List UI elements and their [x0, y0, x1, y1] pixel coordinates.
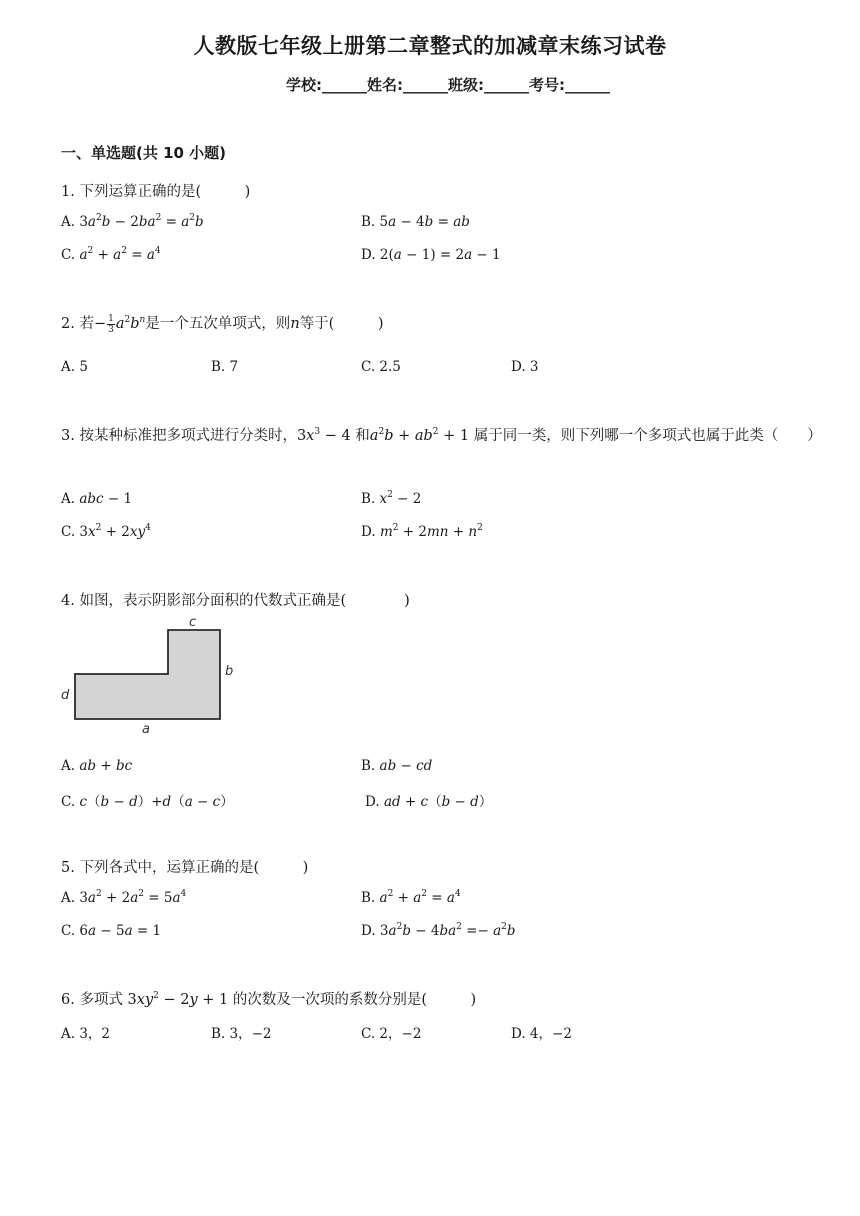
- question-2-option-c: C. 2.5: [361, 359, 401, 375]
- question-5-stem: 5. 下列各式中，运算正确的是( ): [61, 860, 309, 876]
- question-1-stem: 1. 下列运算正确的是( ): [61, 184, 251, 200]
- question-3-option-c: C. $3x^2 + 2xy^4$: [61, 523, 151, 540]
- question-6-option-c: C. 2，−2: [361, 1026, 422, 1042]
- student-info-line: 学校:______姓名:______班级:______考号:______: [286, 76, 610, 94]
- question-1-option-b: B. 5a − 4b = ab: [361, 214, 470, 230]
- question-2-option-d: D. 3: [511, 359, 539, 375]
- question-4-option-b: B. ab − cd: [361, 758, 433, 774]
- label-a: a: [142, 722, 150, 737]
- question-1-option-a: A. $3a^2b - 2ba^2 = a^2b$: [61, 213, 204, 230]
- question-4-option-d: D. ad + c（b − d）: [365, 794, 493, 810]
- label-b: b: [225, 664, 234, 679]
- question-1-option-d: D. 2(a − 1) = 2a − 1: [361, 247, 501, 263]
- fraction-one-third: $\frac{1}{3}$: [108, 313, 114, 335]
- page-title: 人教版七年级上册第二章整式的加减章末练习试卷: [193, 34, 667, 58]
- question-4-stem: 4. 如图，表示阴影部分面积的代数式正确是( ): [61, 593, 410, 609]
- question-5-option-a: A. $3a^2 + 2a^2 = 5a^4$: [61, 889, 187, 906]
- shaded-region: [75, 630, 220, 719]
- question-2-stem: 2. 若− $\frac{1}{3}$ $a^2b^n$是一个五次单项式，则n等于( ): [61, 313, 384, 335]
- label-c: c: [189, 615, 197, 630]
- question-5-option-c: C. 6a − 5a = 1: [61, 923, 162, 939]
- question-6-option-d: D. 4，−2: [511, 1026, 572, 1042]
- question-6-option-b: B. 3，−2: [211, 1026, 272, 1042]
- question-2-option-b: B. 7: [211, 359, 239, 375]
- question-3-option-b: B. $x^2 - 2$: [361, 490, 422, 507]
- question-3-option-a: A. abc − 1: [61, 491, 133, 507]
- shaded-l-shape-diagram: [58, 612, 238, 740]
- section-heading: 一、单选题(共 10 小题): [61, 144, 227, 162]
- question-5-option-d: D. $3a^2b - 4ba^2 =- a^2b$: [361, 922, 516, 939]
- question-4-option-c: C. c（b − d）+d（a − c）: [61, 794, 234, 810]
- label-d: d: [61, 688, 70, 703]
- question-6-option-a: A. 3，2: [61, 1026, 111, 1042]
- question-4-figure: [58, 612, 238, 744]
- question-3-option-d: D. $m^2 + 2mn + n^2$: [361, 523, 483, 540]
- question-4-option-a: A. ab + bc: [61, 758, 133, 774]
- question-6-stem: 6. 多项式 $3xy^2 - 2y + 1$ 的次数及一次项的系数分别是( ): [61, 991, 477, 1008]
- question-1-option-c: C. $a^2 + a^2 = a^4$: [61, 246, 161, 263]
- question-3-stem: 3. 按某种标准把多项式进行分类时，$3x^3 - 4$ 和$a^2b + ab^2 + 1$ 属于同一类，则下列哪一个多项式也属于此类（ ）: [61, 427, 822, 444]
- question-5-option-b: B. $a^2 + a^2 = a^4$: [361, 889, 461, 906]
- question-2-option-a: A. 5: [61, 359, 88, 375]
